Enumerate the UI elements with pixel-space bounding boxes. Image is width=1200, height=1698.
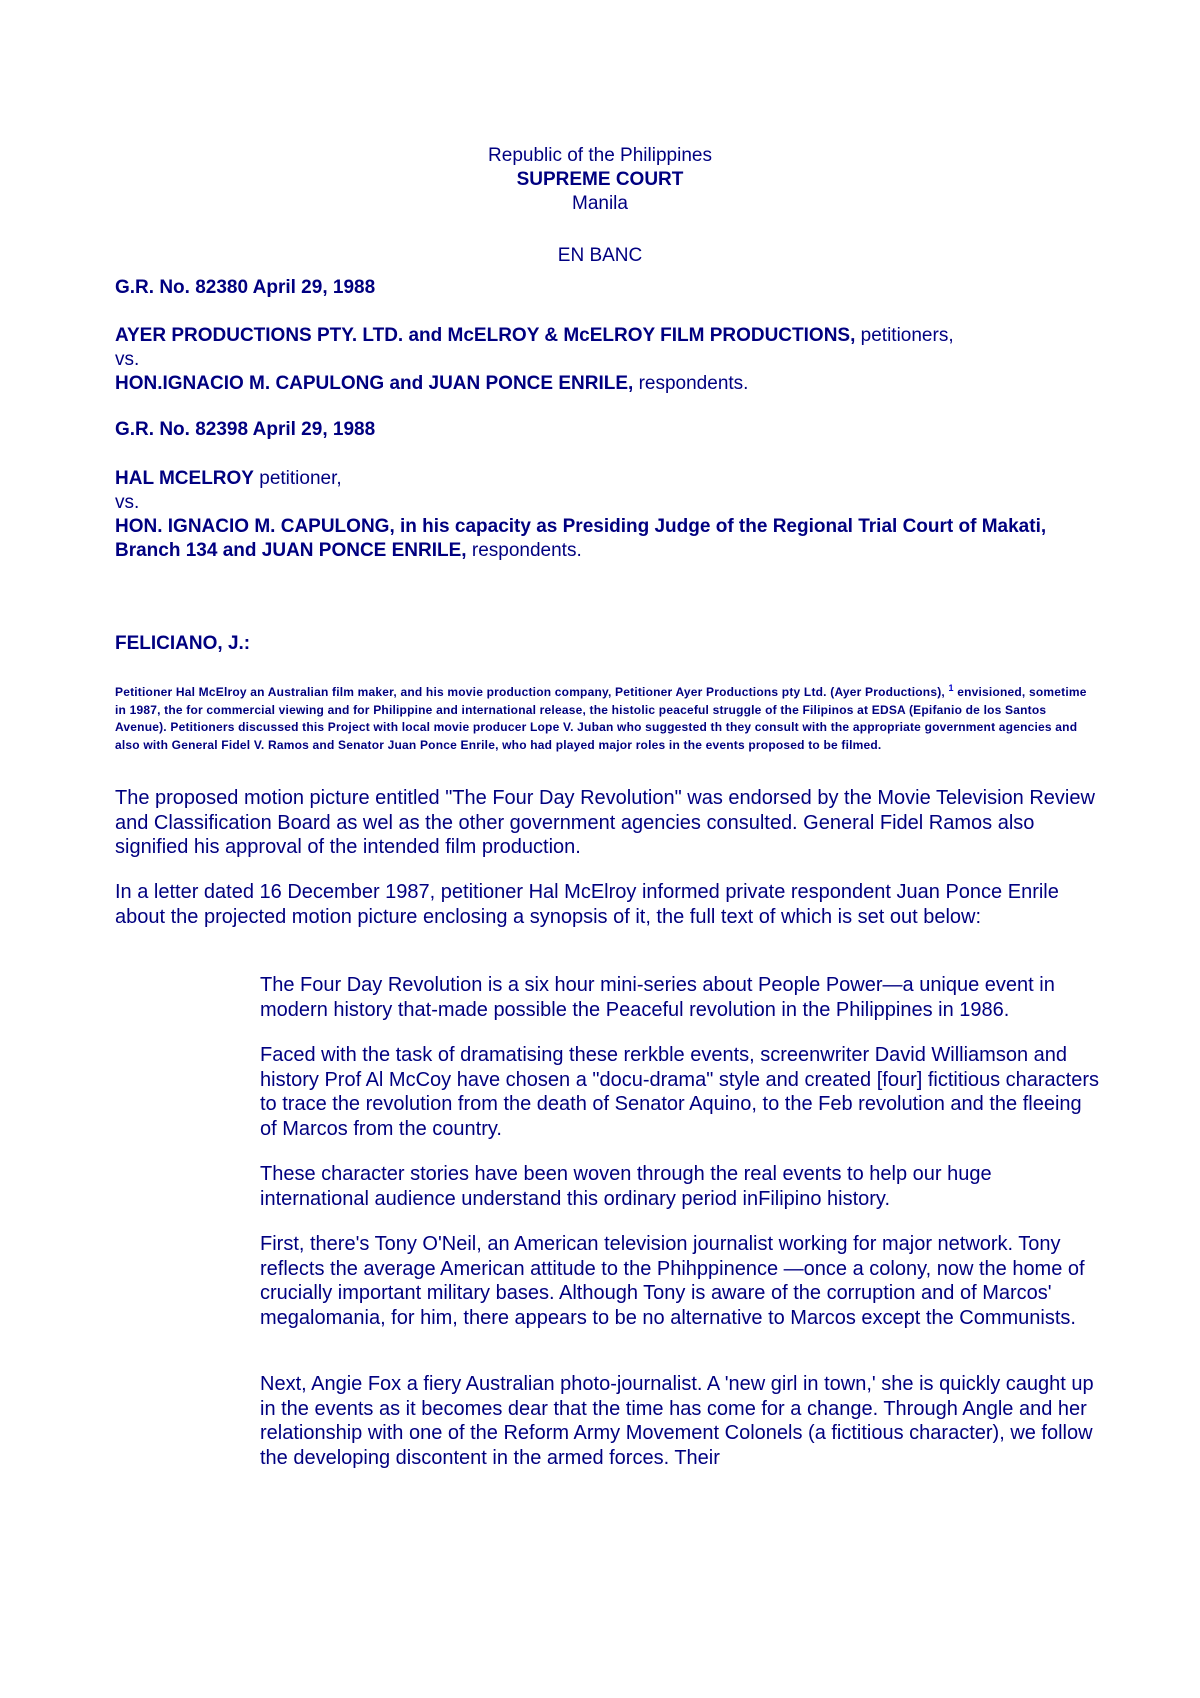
case1-petitioners-role: petitioners, bbox=[855, 325, 954, 346]
case2-parties bbox=[115, 467, 1095, 563]
paragraph-endorsement: The proposed motion picture entitled "The Four Day Revolution" was endorsed by the Movie Television Review and Classification Board as wel as the other government agencies consulted. General Fidel Ramos also signified his approval of the intended film production. bbox=[115, 787, 1095, 858]
court-city: Manila bbox=[572, 193, 628, 214]
case2-petitioner bbox=[115, 467, 1095, 491]
paragraph-letter: In a letter dated 16 December 1987, petitioner Hal McElroy informed private respondent Juan Ponce Enrile about the projected motion picture enclosing a synopsis of it, the full text of which is set out below: bbox=[115, 881, 1059, 928]
case1-respondents-names: HON.IGNACIO M. CAPULONG and JUAN PONCE ENRILE, bbox=[115, 373, 634, 394]
case1-petitioners bbox=[115, 324, 1095, 348]
quote-paragraph-3: These character stories have been woven through the real events to help our huge international audience understand this ordinary period inFilipino history. bbox=[260, 1163, 992, 1210]
quote-paragraph-1: The Four Day Revolution is a six hour mini-series about People Power—a unique event in modern history that-made possible the Peaceful revolution in the Philippines in 1986. bbox=[260, 974, 1055, 1021]
case1-parties bbox=[115, 324, 1095, 396]
case2-gr-number: G.R. No. 82398 April 29, 1988 bbox=[115, 419, 376, 440]
intro-text-after-note: envisioned, sometime in 1987, the for commercial viewing and for Philippine and international release, the histolic peaceful struggle of the Filipinos at EDSA (Epifanio de los Santos Avenue). Petitioners discussed this Project with local movie producer Lope V. Juban who suggested th they consult with the appropriate government agencies and also with General Fidel V. Ramos and Senator Juan Ponce Enrile, who had played major roles in the events proposed to be filmed. bbox=[115, 685, 1087, 752]
case1-respondents-role: respondents. bbox=[633, 373, 749, 394]
quote-paragraph-2: Faced with the task of dramatising these rerkble events, screenwriter David Williamson and history Prof Al McCoy have chosen a "docu-drama" style and created [four] fictitious characters to trace the revolution from the death of Senator Aquino, to the Feb revolution and the fleeing of Marcos from the country. bbox=[260, 1044, 1100, 1140]
intro-text-before-note: Petitioner Hal McElroy an Australian film maker, and his movie production company, Petitioner Ayer Productions pty Ltd. (Ayer Productions), bbox=[115, 685, 949, 699]
footnote-link[interactable]: 1 bbox=[948, 683, 954, 693]
case2-petitioner-name: HAL MCELROY bbox=[115, 468, 254, 489]
case2-petitioner-role: petitioner, bbox=[253, 468, 342, 489]
ponente: FELICIANO, J.: bbox=[115, 633, 251, 654]
case1-vs: vs. bbox=[115, 349, 140, 370]
court-name: SUPREME COURT bbox=[516, 169, 684, 190]
republic-line: Republic of the Philippines bbox=[488, 145, 712, 166]
court-header bbox=[0, 144, 1200, 216]
quote-paragraph-5: Next, Angie Fox a fiery Australian photo-journalist. A 'new girl in town,' she is quickly caught up in the events as it becomes dear that the time has come for a change. Through Angle and her relationship with one of the Reform Army Movement Colonels (a fictitious character), we follow the developing discontent in the armed forces. Their bbox=[260, 1373, 1094, 1469]
case2-respondents bbox=[115, 515, 1095, 563]
division-label: EN BANC bbox=[557, 245, 643, 266]
case2-vs: vs. bbox=[115, 492, 140, 513]
quote-paragraph-4: First, there's Tony O'Neil, an American television journalist working for major network. Tony reflects the average American attitude to the Phihppinence —once a colony, now the home of crucially important military bases. Although Tony is aware of the corruption and of Marcos' megalomania, for him, there appears to be no alternative to Marcos except the Communists. bbox=[260, 1233, 1085, 1329]
intro-paragraph bbox=[115, 680, 1095, 754]
case1-respondents bbox=[115, 372, 1095, 396]
case2-respondents-role: respondents. bbox=[466, 540, 582, 561]
case1-gr-number: G.R. No. 82380 April 29, 1988 bbox=[115, 277, 376, 298]
case1-petitioners-names: AYER PRODUCTIONS PTY. LTD. and McELROY & McELROY FILM PRODUCTIONS, bbox=[115, 325, 856, 346]
case2-respondents-names: HON. IGNACIO M. CAPULONG, in his capacity as Presiding Judge of the Regional Trial Court of Makati, Branch 134 and JUAN PONCE ENRILE, bbox=[115, 516, 1047, 561]
